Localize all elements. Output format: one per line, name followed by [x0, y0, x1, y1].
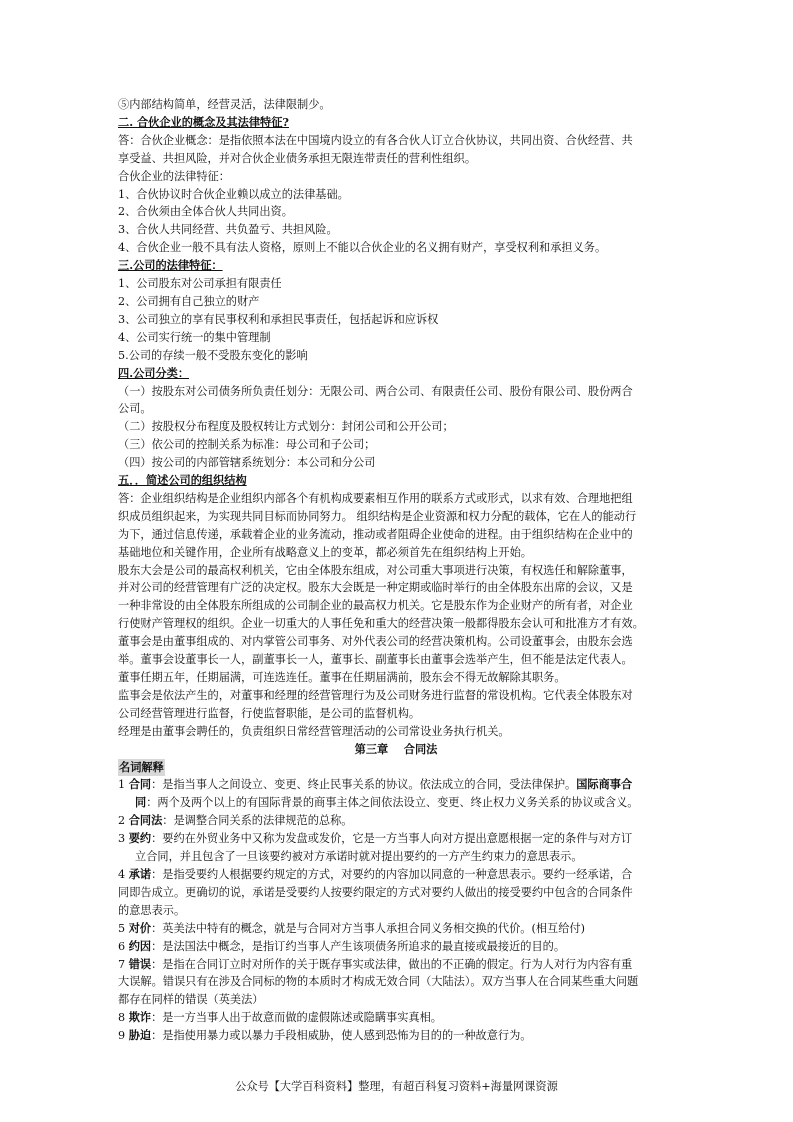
text-line: 5.公司的存续一般不受股东变化的影响	[118, 348, 308, 362]
text-line: 1、公司股东对公司承担有限责任	[118, 277, 282, 291]
glossary-item	[118, 812, 674, 830]
section-heading-partnership: 二. 合伙企业的概念及其法律特征?	[118, 114, 289, 129]
text-line: 并对公司的经营管理有广泛的决定权。股东大会既是一种定期或临时举行的由全体股东出席的会议，又是	[118, 581, 633, 595]
text-line: 监事会是依法产生的，对董事和经理的经营管理行为及公司财务进行监督的常设机构。它代表全体股东对	[118, 688, 633, 702]
glossary-heading-row	[118, 759, 674, 777]
text-line: 3、公司独立的享有民事权利和承担民事责任，包括起诉和应诉权	[118, 312, 439, 326]
text-line: 2、合伙须由全体合伙人共同出资。	[118, 205, 293, 219]
text-line: 董事会是由董事组成的、对内掌管公司事务、对外代表公司的经营决策机构。公司设董事会，由股东会选	[118, 635, 633, 649]
page-footer: 公众号【大学百科资料】整理，有超百科复习资料+海量网课资源	[235, 1080, 558, 1093]
item-number: 5	[118, 921, 129, 935]
glossary-heading: 名词解释	[118, 759, 165, 777]
text-line: 4、合伙企业一般不具有法人资格，原则上不能以合伙企业的名义拥有财产，享受权利和承担义务。	[118, 241, 607, 255]
definition: ：是法国法中概念，是指订约当事人产生该项债务所追求的最直接或最接近的目的。	[151, 939, 566, 953]
text-line: 织成员组织起来，为实现共同目标而协同努力。 组织结构是企业资源和权力分配的载体，它在人的能动行	[118, 509, 637, 523]
definition: ：是指当事人之间设立、变更、终止民事关系的协议。依法成立的合同，受法律保护。	[151, 778, 577, 792]
text-line: 举。董事会设董事长一人，副董事长一人，董事长、副董事长由董事会选举产生，但不能是法定代表人。	[118, 653, 633, 667]
term: 对价	[128, 920, 152, 935]
definition: ：是一方当事人出于故意而做的虚假陈述或隐瞒事实真相。	[151, 1011, 442, 1025]
definition: ：英美法中特有的概念，就是与合同对方当事人承担合同义务相交换的代价。(相互给付)	[151, 921, 585, 935]
text-line: （一）按股东对公司债务所负责任划分：无限公司、两合公司、有限责任公司、股份有限公司、股份两合	[118, 384, 633, 398]
text-line: 合伙企业的法律特征：	[118, 169, 230, 183]
term: 合同法	[128, 813, 163, 828]
term: 合同	[128, 777, 152, 792]
item-number: 7	[118, 957, 129, 971]
glossary-item	[118, 1009, 674, 1027]
item-number: 6	[118, 939, 129, 953]
glossary-item-cont	[118, 794, 674, 812]
text-line: 行使财产管理权的组织。企业一切重大的人事任免和重大的经营决策一般都得股东会认可和批准方才有效。	[118, 617, 644, 631]
term: 胁迫	[128, 1028, 152, 1043]
section-heading-org-structure: 五．．简述公司的组织结构	[118, 473, 247, 488]
glossary-item-cont: 都存在同样的错误（英美法）	[118, 993, 264, 1007]
text-line: 公司。	[118, 402, 152, 416]
term: 同	[135, 795, 147, 810]
text-line: 公司经营管理进行监督，行使监督职能，是公司的监督机构。	[118, 706, 421, 720]
glossary-item-cont: 的意思表示。	[118, 903, 186, 917]
text-line: ⑤内部结构简单，经营灵活，法律限制少。	[118, 98, 331, 111]
definition: ：要约在外贸业务中又称为发盘或发价，它是一方当事人向对方提出意愿根据一定的条件与对方订	[151, 832, 633, 846]
section-heading-company-types: 四.公司分类：	[118, 365, 190, 380]
term: 错误	[128, 956, 152, 971]
term: 承诺	[128, 866, 152, 881]
item-number: 2	[118, 814, 129, 828]
document-page	[118, 96, 674, 1045]
glossary-item-cont: 同即告成立。更确切的说，承诺是受要约人按要约限定的方式对要约人做出的接受要约中包含的合同条件	[118, 885, 633, 899]
glossary-item	[118, 956, 674, 974]
glossary-item-cont: 大误解。错误只有在涉及合同标的物的本质时才构成无效合同（大陆法）。双方当事人在合同某些重大问题	[118, 975, 639, 989]
text-line: 4、公司实行统一的集中管理制	[118, 330, 271, 344]
text-line: 享受益、共担风险，并对合伙企业债务承担无限连带责任的营利性组织。	[118, 151, 477, 165]
text-line: （三）依公司的控制关系为标准：母公司和子公司；	[118, 438, 376, 452]
text-line: 股东大会是公司的最高权利机关，它由全体股东组成，对公司重大事项进行决策，有权选任和解除董事，	[118, 563, 633, 577]
term: 要约	[128, 831, 152, 846]
definition: ：是指在合同订立时对所作的关于既存事实或法律，做出的不正确的假定。行为人对行为内容有重	[151, 957, 633, 971]
definition: ：两个及两个以上的有国际背景的商事主体之间依法设立、变更、终止权力义务关系的协议或含义。	[146, 796, 639, 810]
text-line: 答：合伙企业概念：是指依照本法在中国境内设立的有各合伙人订立合伙协议，共同出资、合伙经营、共	[118, 133, 633, 147]
text-line: 一种非常设的由全体股东所组成的公司制企业的最高权力机关。它是股东作为企业财产的所有者，对企业	[118, 599, 633, 613]
text-line: 为下，通过信息传递，承载着企业的业务流动，推动或者阻碍企业使命的进程。由于组织结构在企业中的	[118, 527, 633, 541]
definition: ：是指使用暴力或以暴力手段相威胁，使人感到恐怖为目的的一种故意行为。	[151, 1029, 532, 1043]
section-heading-company-features: 三.公司的法律特征：	[118, 258, 223, 273]
text-line: 3、合伙人共同经营、共负盈亏、共担风险。	[118, 223, 338, 237]
text-line: 基础地位和关键作用，企业所有战略意义上的变革，都必须首先在组织结构上开始。	[118, 545, 532, 559]
text-line: 答：企业组织结构是企业组织内部各个有机构成要素相互作用的联系方式或形式，以求有效、合理地把组	[118, 491, 633, 505]
definition: ：是调整合同关系的法律规范的总称。	[162, 814, 353, 828]
text-line: （四）按公司的内部管辖系统划分：本公司和分公司	[118, 456, 376, 470]
text-line: 董事任期五年，任期届满，可连选连任。董事在任期届满前，股东会不得无故解除其职务。	[118, 671, 566, 684]
glossary-item	[118, 776, 674, 794]
item-number: 8	[118, 1011, 129, 1025]
glossary-item-cont: 立合同，并且包含了一旦该要约被对方承诺时就对提出要约的一方产生约束力的意思表示。	[135, 850, 583, 864]
term: 国际商事合	[576, 777, 633, 792]
glossary-item	[118, 1027, 674, 1045]
term: 欺诈	[128, 1010, 152, 1025]
term: 约因	[128, 938, 152, 953]
item-number: 9	[118, 1029, 129, 1043]
glossary-item	[118, 920, 674, 938]
definition: ：是指受要约人根据要约规定的方式，对要约的内容加以同意的一种意思表示。要约一经承诺，合	[151, 867, 633, 881]
glossary-item	[118, 830, 674, 848]
item-number: 1	[118, 778, 129, 792]
chapter-title: 第三章 合同法	[354, 741, 438, 756]
text-line: （二）按股权分布程度及股权转让方式划分：封闭公司和公开公司；	[118, 420, 454, 434]
glossary-item	[118, 938, 674, 956]
text-line: 2、公司拥有自己独立的财产	[118, 294, 260, 308]
text-line: 1、合伙协议时合伙企业赖以成立的法律基础。	[118, 187, 349, 201]
text-line: 经理是由董事会聘任的，负责组织日常经营管理活动的公司常设业务执行机关。	[118, 724, 510, 738]
item-number: 4	[118, 867, 129, 881]
item-number: 3	[118, 832, 129, 846]
glossary-item	[118, 866, 674, 884]
